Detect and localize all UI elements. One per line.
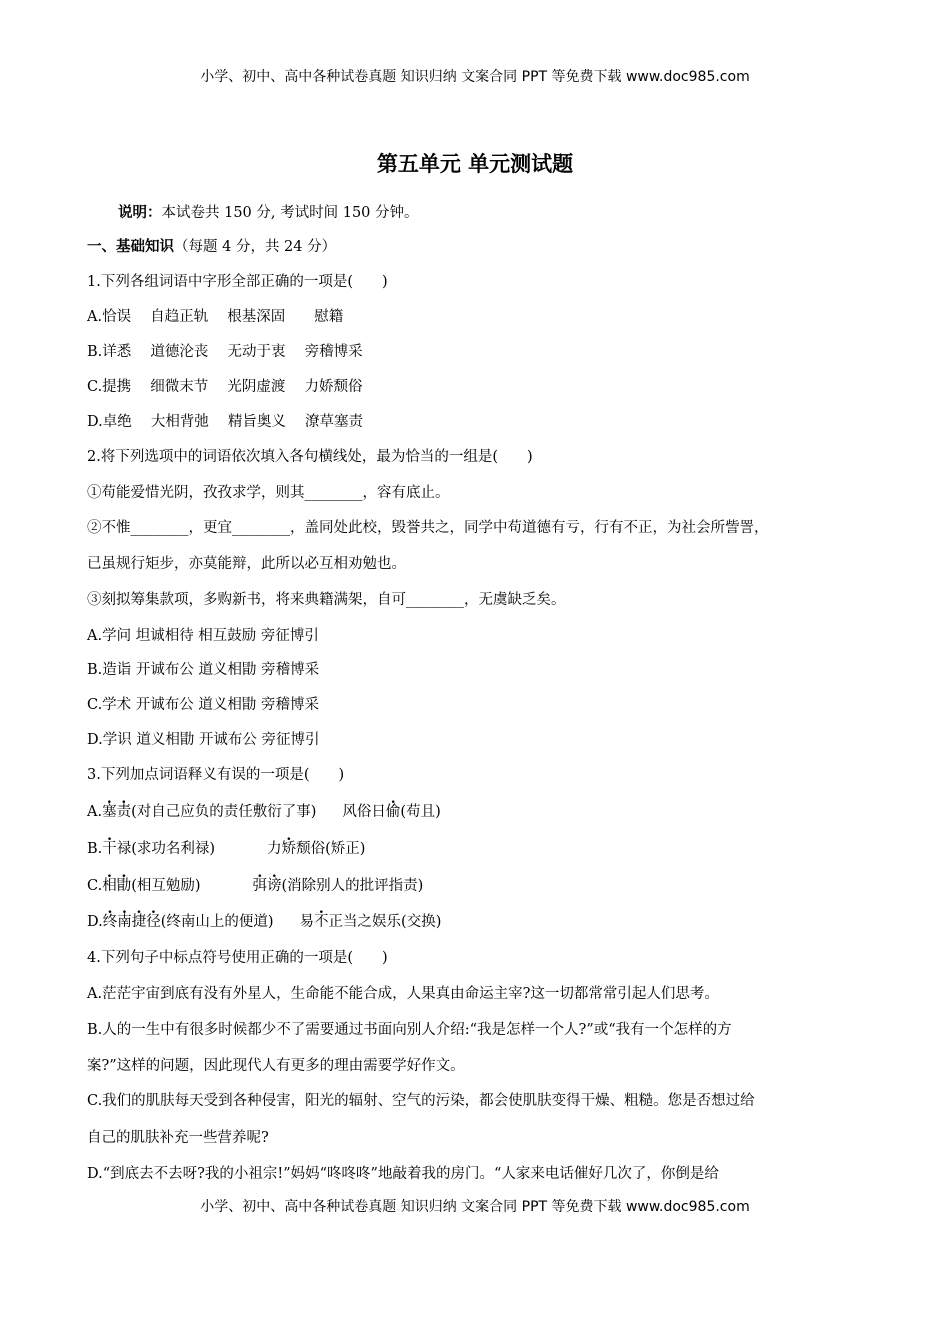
section-heading: [87, 235, 336, 256]
dotted-word: 径: [146, 914, 161, 930]
section-title: 一、基础知识: [87, 239, 174, 255]
q3c-prefix: C.: [87, 878, 103, 894]
q3c-gloss-1: (相互勉励): [131, 878, 201, 894]
q2-option-a: A.学问 坦诚相待 相互鼓励 旁征博引: [87, 628, 319, 644]
q3b-gloss-1: 禄(求功名利禄): [116, 841, 216, 857]
q3-option-b: [87, 837, 365, 858]
q4-option-d-line1: D.“到底去不去呀?我的小祖宗!”妈妈“咚咚咚”地敲着我的房门。“人家来电话催好几次了，你倒是给: [87, 1166, 719, 1182]
exam-note: [118, 201, 419, 222]
dotted-word: 不: [314, 914, 329, 930]
page-footer: 小学、初中、高中各种试卷真题 知识归纳 文案合同 PPT 等免费下载 www.doc985.com: [200, 1199, 750, 1215]
q3d-prefix: D.: [87, 914, 103, 930]
q1-option-a: A.恰误 自趋正轨 根基深固 慰籍: [87, 309, 344, 325]
q3-option-c: [87, 874, 423, 895]
page-header: 小学、初中、高中各种试卷真题 知识归纳 文案合同 PPT 等免费下载 www.doc985.com: [200, 69, 750, 85]
q2-option-d: D.学识 道义相勖 开诚布公 旁征博引: [87, 732, 320, 748]
section-detail: （每题 4 分，共 24 分）: [174, 239, 337, 255]
q2-sentence-3: ③刻拟筹集款项，多购新书，将来典籍满架，自可________，无虞缺乏矣。: [87, 592, 566, 608]
q3-stem: 3.下列加点词语释义有误的一项是( ): [87, 767, 345, 783]
dotted-word: 勖: [116, 878, 132, 894]
q3b-prefix: B.: [87, 841, 103, 857]
q2-option-c: C.学术 开诚布公 道义相勖 旁稽博采: [87, 697, 320, 713]
dotted-word: 弭: [252, 878, 268, 894]
q1-option-d: D.卓绝 大相背弛 精旨奥义 潦草塞责: [87, 414, 364, 430]
q2-stem: 2.将下列选项中的词语依次填入各句横线处，最为恰当的一组是( ): [87, 449, 533, 465]
q4-option-b-line2: 案?”这样的问题，因此现代人有更多的理由需要学好作文。: [87, 1058, 465, 1074]
dotted-word: 矫: [281, 841, 297, 857]
q3b-text-2: 力: [267, 841, 282, 857]
q2-sentence-2a: ②不惟________，更宜________，盖同处此校，毁誉共之，同学中苟道德有亏，行有不正，为社会所訾詈，: [87, 520, 769, 536]
dotted-word: 责: [116, 804, 132, 820]
q3-option-d: [87, 910, 441, 931]
q4-option-c-line1: C.我们的肌肤每天受到各种侵害，阳光的辐射、空气的污染，都会使肌肤变得干燥、粗糙。您是否想过给: [87, 1093, 755, 1109]
dotted-word: 干: [102, 841, 117, 857]
q4-option-b-line1: B.人的一生中有很多时候都少不了需要通过书面向别人介绍:“我是怎样一个人?”或“我有一个怎样的方: [87, 1022, 732, 1038]
q4-stem: 4.下列句子中标点符号使用正确的一项是( ): [87, 950, 388, 966]
q3b-gloss-2: 颓俗(矫正): [296, 841, 366, 857]
dotted-word: 塞: [102, 804, 117, 820]
q3a-prefix: A.: [87, 804, 103, 820]
q3d-gloss-1: (终南山上的便道): [160, 914, 274, 930]
dotted-word: 谤: [267, 878, 282, 894]
q3d-text-2: 易: [299, 914, 315, 930]
q1-option-c: C.提携 细微末节 光阴虚渡 力娇颓俗: [87, 379, 363, 395]
dotted-word: 捷: [131, 914, 147, 930]
q2-sentence-2b: 已虽规行矩步，亦莫能辩，此所以必互相劝勉也。: [87, 556, 406, 572]
dotted-word: 偷: [385, 804, 401, 820]
q2-sentence-1: ①苟能爱惜光阴，孜孜求学，则其________，容有底止。: [87, 485, 450, 501]
q4-option-a: A.茫茫宇宙到底有没有外星人，生命能不能合成，人果真由命运主宰?这一切都常常引起人们思考。: [87, 986, 719, 1002]
q3c-gloss-2: (消除别人的批评指责): [281, 878, 424, 894]
q3d-gloss-2: 正当之娱乐(交换): [328, 914, 442, 930]
note-label: 说明：: [118, 205, 162, 221]
q3a-text-2: 风俗日: [342, 804, 386, 820]
q1-option-b: B.详悉 道德沦丧 无动于衷 旁稽博采: [87, 344, 363, 360]
q3-option-a: [87, 800, 441, 821]
q3a-gloss-1: (对自己应负的责任敷衍了事): [131, 804, 317, 820]
q1-stem: 1.下列各组词语中字形全部正确的一项是( ): [87, 274, 388, 290]
dotted-word: 南: [117, 914, 132, 930]
dotted-word: 终: [102, 914, 118, 930]
page-title: 第五单元 单元测试题: [376, 152, 574, 176]
q3a-gloss-2: (苟且): [400, 804, 441, 820]
q2-option-b: B.造诣 开诚布公 道义相勖 旁稽博采: [87, 662, 320, 678]
note-text: 本试卷共 150 分, 考试时间 150 分钟。: [161, 205, 419, 221]
dotted-word: 相: [102, 878, 117, 894]
q4-option-c-line2: 自己的肌肤补充一些营养呢?: [87, 1130, 269, 1146]
